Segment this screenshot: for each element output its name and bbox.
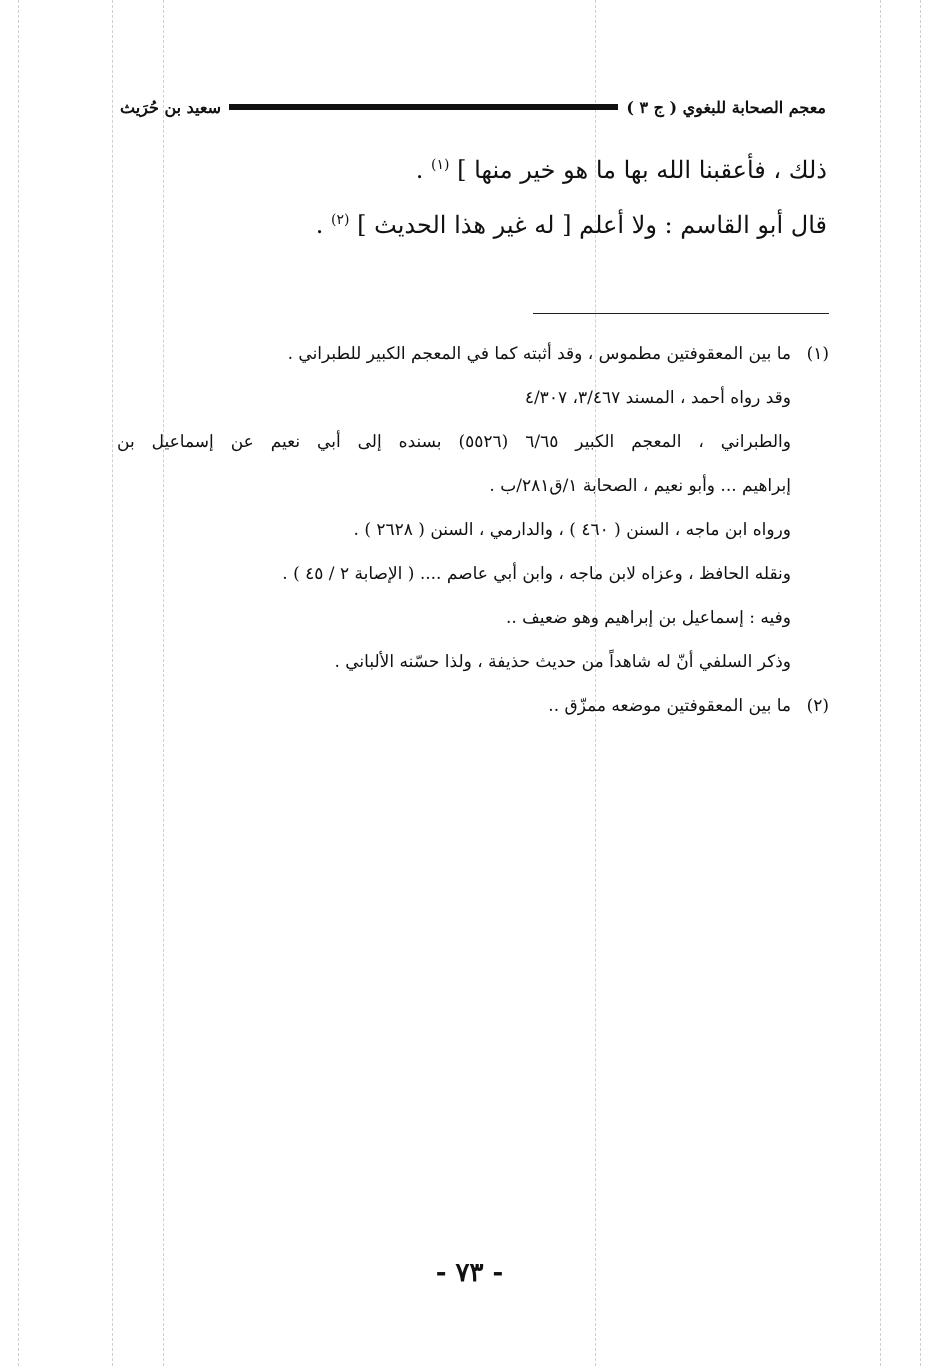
main-text-line: ذلك ، فأعقبنا الله بها ما هو خير منها ] $^{(١)}$ . [415, 156, 827, 184]
footnote-separator [533, 313, 829, 314]
footnote-line: إبراهيم ... وأبو نعيم ، الصحابة ١/ق٢٨١/ب . [489, 476, 791, 496]
section-title: سعيد بن حُرَيث [120, 97, 222, 117]
footnotes [117, 332, 829, 728]
main-text-line: قال أبو القاسم : ولا أعلم [ له غير هذا الحديث ] $^{(٢)}$ . [315, 211, 827, 239]
footnote-line: وقد رواه أحمد ، المسند ٣/٤٦٧، ٤/٣٠٧ [524, 388, 791, 408]
footnote-number: (٢) [806, 696, 829, 716]
header-rule [229, 104, 618, 110]
main-text [127, 140, 827, 250]
running-header [120, 92, 826, 122]
footnote-ref: (١) [430, 157, 450, 173]
footnote-number: (١) [806, 344, 829, 364]
footnote-line: ونقله الحافظ ، وعزاه لابن ماجه ، وابن أبي عاصم .... ( الإصابة ٢ / ٤٥ ) . [282, 564, 791, 584]
footnote-line: والطبراني ، المعجم الكبير ٦/٦٥ (٥٥٢٦) بسنده إلى أبي نعيم عن إسماعيل بن [117, 432, 791, 452]
footnote-line: ورواه ابن ماجه ، السنن ( ٤٦٠ ) ، والدارمي ، السنن ( ٢٦٢٨ ) . [353, 520, 791, 540]
book-title: معجم الصحابة للبغوي ( ج ٣ ) [626, 97, 826, 117]
footnote-line: (١)ما بين المعقوفتين مطموس ، وقد أثبته كما في المعجم الكبير للطبراني . [117, 332, 829, 376]
footnote-line: (٢)ما بين المعقوفتين موضعه ممزّق .. [117, 684, 829, 728]
footnote-ref: (٢) [331, 212, 350, 228]
footnote-line: وذكر السلفي أنّ له شاهداً من حديث حذيفة ، ولذا حسّنه الألباني . [334, 652, 791, 672]
footnote-line: وفيه : إسماعيل بن إبراهيم وهو ضعيف .. [505, 608, 791, 628]
page-number: - ٧٣ - [435, 1258, 504, 1288]
